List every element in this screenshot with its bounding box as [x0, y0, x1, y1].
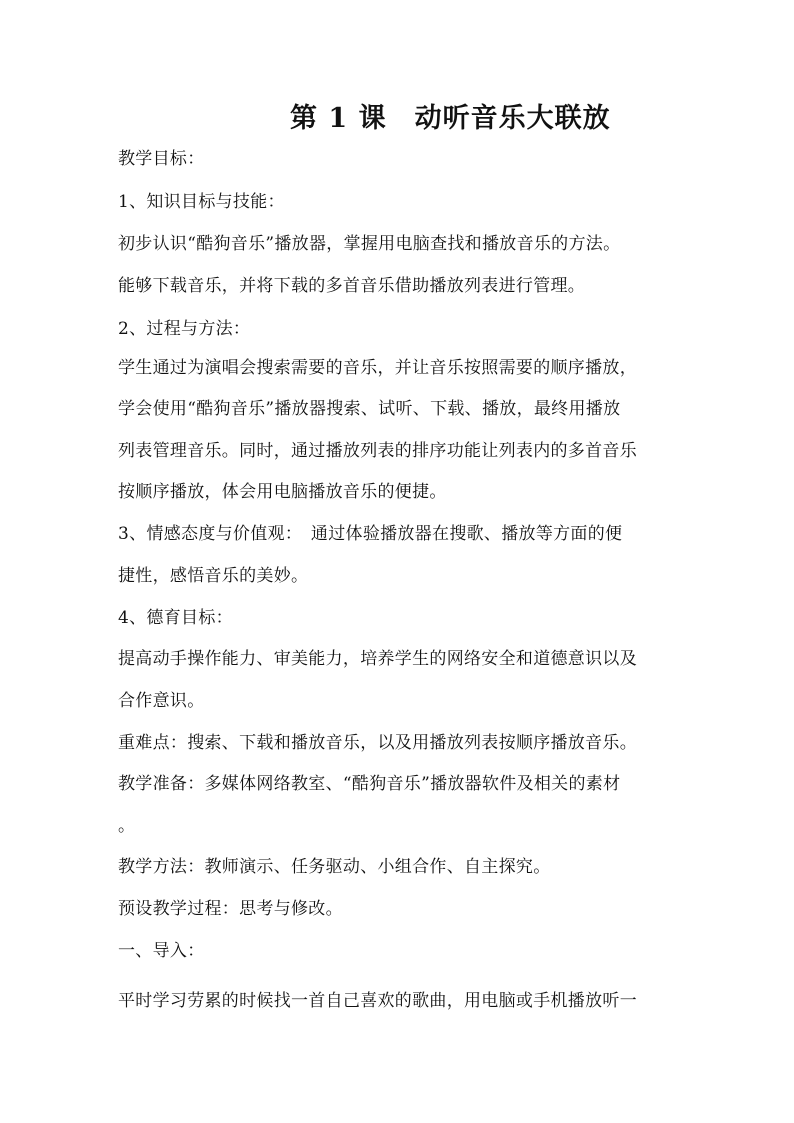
text-line: 初步认识“酷狗音乐”播放器，掌握用电脑查找和播放音乐的方法。	[118, 234, 621, 254]
text-line: 重难点：搜索、下载和播放音乐，以及用播放列表按顺序播放音乐。	[118, 733, 637, 753]
text-line: 合作意识。	[118, 691, 205, 711]
text-line: 教学准备：多媒体网络教室、“酷狗音乐”播放器软件及相关的素材	[118, 774, 621, 794]
text-line: 2、过程与方法：	[118, 319, 251, 339]
text-line: 学生通过为演唱会搜索需要的音乐，并让音乐按照需要的顺序播放，	[118, 358, 637, 378]
text-line: 预设教学过程：思考与修改。	[118, 899, 343, 919]
text-line: 按顺序播放，体会用电脑播放音乐的便捷。	[118, 482, 447, 502]
text-line: 1、知识目标与技能：	[118, 192, 285, 212]
text-line: 捷性，感悟音乐的美妙。	[118, 566, 309, 586]
text-line: 教学方法：教师演示、任务驱动、小组合作、自主探究。	[118, 857, 551, 877]
text-line: 平时学习劳累的时候找一首自己喜欢的歌曲，用电脑或手机播放听一	[118, 991, 637, 1011]
text-line: 能够下载音乐，并将下载的多首音乐借助播放列表进行管理。	[118, 276, 586, 296]
text-line: 列表管理音乐。同时，通过播放列表的排序功能让列表内的多首音乐	[118, 441, 637, 461]
text-line: 教学目标：	[118, 149, 205, 169]
text-line: 一、导入：	[118, 941, 205, 961]
text-line: 。	[118, 816, 136, 836]
text-line: 提高动手操作能力、审美能力，培养学生的网络安全和道德意识以及	[118, 649, 637, 669]
text-line: 4、德育目标：	[118, 608, 233, 628]
lesson-title-text: 第 1 课 动听音乐大联放	[290, 103, 611, 134]
text-line: 3、情感态度与价值观： 通过体验播放器在搜歌、播放等方面的便	[118, 524, 623, 544]
text-line: 学会使用“酷狗音乐”播放器搜索、试听、下载、播放，最终用播放	[118, 399, 621, 419]
